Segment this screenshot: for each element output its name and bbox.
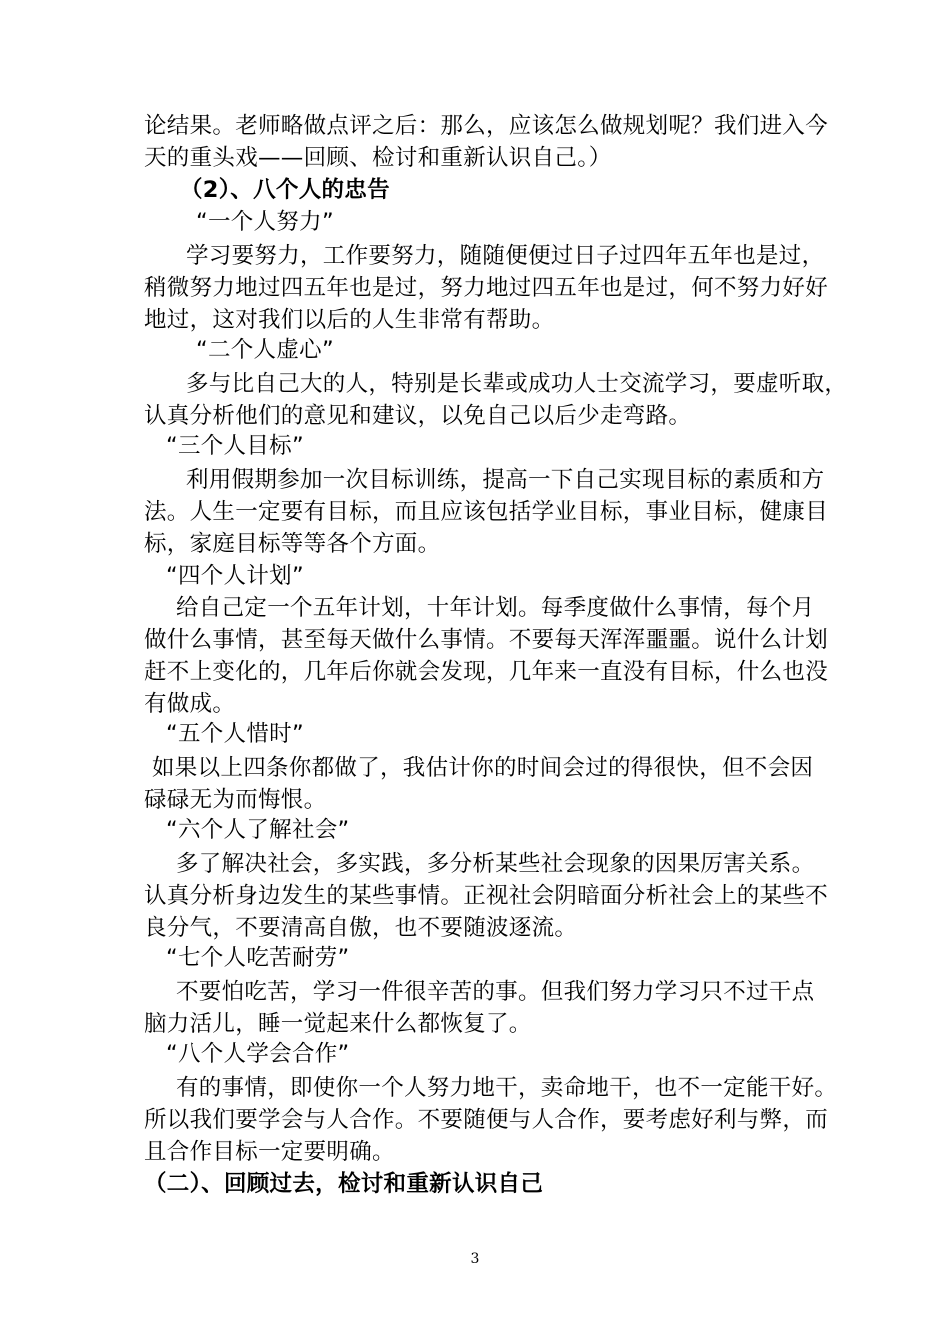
- subheading: “八个人学会合作”: [166, 1041, 350, 1067]
- body-text-line: 认真分析身边发生的某些事情。正视社会阴暗面分析社会上的某些不: [144, 883, 829, 909]
- body-text-line: 做什么事情，甚至每天做什么事情。不要每天浑浑噩噩。说什么计划: [144, 627, 829, 653]
- subheading: “二个人虚心”: [196, 337, 334, 363]
- subheading: “四个人计划”: [166, 563, 304, 589]
- body-text-line: 多了解决社会，多实践，多分析某些社会现象的因果厉害关系。: [176, 851, 815, 877]
- section-heading: （2）、八个人的忠告: [180, 177, 390, 203]
- subheading: “六个人了解社会”: [166, 817, 350, 843]
- body-text-line: 学习要努力，工作要努力，随随便便过日子过四年五年也是过，: [186, 243, 825, 269]
- body-text-line: 天的重头戏——回顾、检讨和重新认识自己。）: [144, 145, 612, 171]
- body-text-line: 地过，这对我们以后的人生非常有帮助。: [144, 307, 555, 333]
- body-text-line: 法。人生一定要有目标，而且应该包括学业目标，事业目标，健康目: [144, 499, 829, 525]
- section-heading: （二）、回顾过去，检讨和重新认识自己: [144, 1171, 544, 1197]
- body-text-line: 标，家庭目标等等各个方面。: [144, 531, 441, 557]
- body-text-line: 碌碌无为而悔恨。: [144, 787, 327, 813]
- subheading: “三个人目标”: [166, 433, 304, 459]
- subheading: “七个人吃苦耐劳”: [166, 945, 350, 971]
- body-text-line: 给自己定一个五年计划，十年计划。每季度做什么事情，每个月: [176, 595, 815, 621]
- body-text-line: 所以我们要学会与人合作。不要随便与人合作，要考虑好利与弊，而: [144, 1107, 829, 1133]
- body-text-line: 有的事情，即使你一个人努力地干，卖命地干，也不一定能干好。: [176, 1075, 838, 1101]
- body-text-line: 认真分析他们的意见和建议，以免自己以后少走弯路。: [144, 403, 692, 429]
- body-text-line: 不要怕吃苦，学习一件很辛苦的事。但我们努力学习只不过干点: [176, 979, 815, 1005]
- body-text-line: 赶不上变化的，几年后你就会发现，几年来一直没有目标，什么也没: [144, 659, 829, 685]
- body-text-line: 论结果。老师略做点评之后：那么，应该怎么做规划呢？我们进入今: [144, 113, 829, 139]
- subheading: “一个人努力”: [196, 209, 334, 235]
- body-text-line: 如果以上四条你都做了，我估计你的时间会过的得很快，但不会因: [152, 755, 814, 781]
- body-text-line: 脑力活儿，睡一觉起来什么都恢复了。: [144, 1011, 532, 1037]
- body-text-line: 有做成。: [144, 691, 236, 717]
- body-text-line: 多与比自己大的人，特别是长辈或成功人士交流学习，要虚听取，: [186, 371, 848, 397]
- subheading: “五个人惜时”: [166, 721, 304, 747]
- body-text-line: 且合作目标一定要明确。: [144, 1139, 395, 1165]
- body-text-line: 利用假期参加一次目标训练，提高一下自己实现目标的素质和方: [186, 467, 825, 493]
- body-text-line: 良分气，不要清高自傲，也不要随波逐流。: [144, 915, 578, 941]
- page-number: 3: [470, 1251, 480, 1267]
- body-text-line: 稍微努力地过四五年也是过，努力地过四五年也是过，何不努力好好: [144, 275, 829, 301]
